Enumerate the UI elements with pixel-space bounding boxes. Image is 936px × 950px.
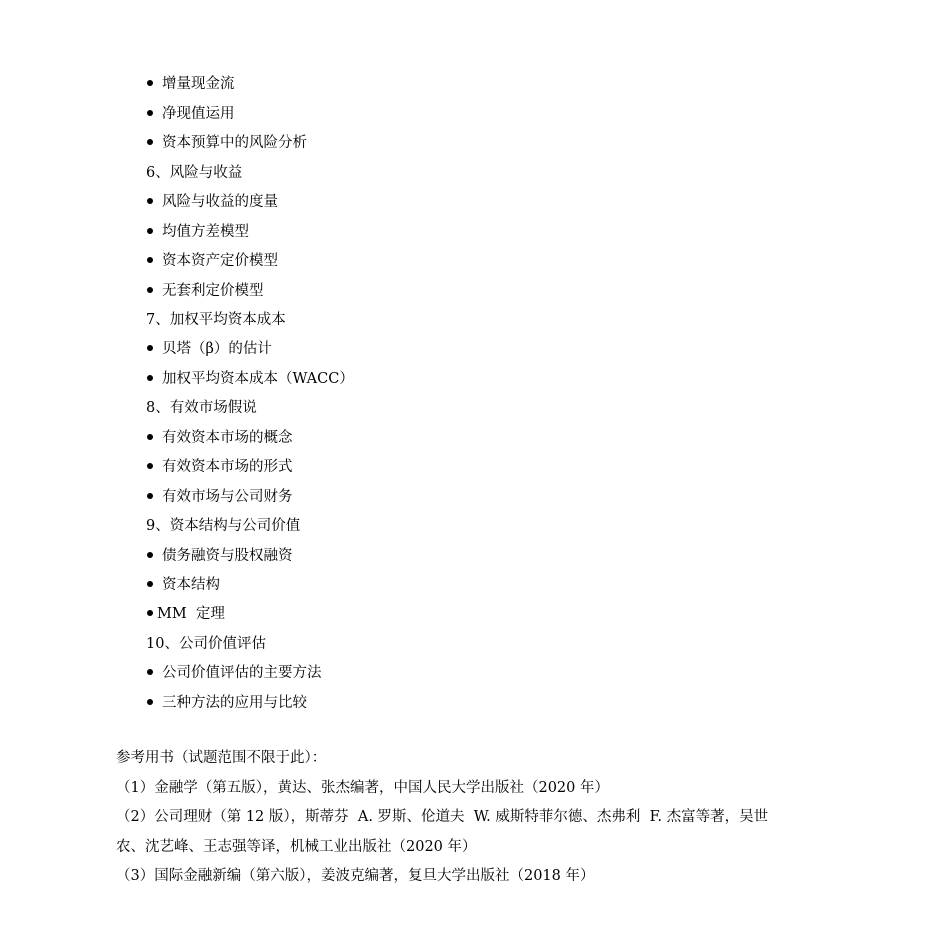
reference-entry: （1）金融学（第五版），黄达、张杰编著，中国人民大学出版社（2020 年） (116, 780, 609, 796)
bullet-icon (147, 345, 153, 351)
bullet-icon (147, 80, 153, 86)
bullet-icon (147, 699, 153, 705)
reference-entry: （3）国际金融新编（第六版），姜波克编著，复旦大学出版社（2018 年） (116, 868, 595, 884)
list-item-text: 三种方法的应用与比较 (162, 695, 307, 711)
bullet-icon (147, 287, 153, 293)
list-item-text: 净现值运用 (162, 106, 235, 122)
list-item-text: 有效市场与公司财务 (162, 489, 293, 505)
section-heading: 8、有效市场假说 (146, 400, 257, 416)
bullet-icon (147, 434, 153, 440)
bullet-icon (147, 610, 153, 616)
list-item-text: 资本预算中的风险分析 (162, 135, 307, 151)
bullet-icon (147, 139, 153, 145)
list-item (147, 192, 278, 212)
bullet-icon (147, 257, 153, 263)
list-item (147, 546, 293, 566)
reference-entry-continued: 农、沈艺峰、王志强等译，机械工业出版社（2020 年） (116, 839, 477, 855)
list-item (147, 222, 249, 242)
list-item (147, 104, 235, 124)
bullet-icon (147, 228, 153, 234)
list-item (147, 369, 354, 389)
list-item-text: 资本资产定价模型 (162, 253, 278, 269)
list-item (147, 663, 322, 683)
section-heading: 10、公司价值评估 (146, 636, 266, 652)
bullet-icon (147, 198, 153, 204)
bullet-icon (147, 110, 153, 116)
list-item-text: 均值方差模型 (162, 224, 249, 240)
bullet-icon (147, 463, 153, 469)
list-item-text: 增量现金流 (162, 76, 235, 92)
list-item-text: 有效资本市场的概念 (162, 430, 293, 446)
section-heading: 7、加权平均资本成本 (146, 312, 286, 328)
list-item-text: MM 定理 (157, 606, 225, 622)
list-item (147, 339, 272, 359)
bullet-icon (147, 493, 153, 499)
list-item (147, 428, 293, 448)
list-item-text: 有效资本市场的形式 (162, 459, 293, 475)
list-item-text: 无套利定价模型 (162, 283, 264, 299)
list-item (147, 133, 307, 153)
list-item-text: 贝塔（β）的估计 (162, 341, 272, 357)
list-item-text: 资本结构 (162, 577, 220, 593)
list-item (147, 457, 293, 477)
list-item-text: 公司价值评估的主要方法 (162, 665, 322, 681)
section-heading: 9、资本结构与公司价值 (146, 518, 301, 534)
reference-entry: （2）公司理财（第 12 版），斯蒂芬 A. 罗斯、伦道夫 W. 威斯特菲尔德、杰弗利 F. 杰富等著，吴世 (116, 809, 769, 825)
list-item (147, 575, 220, 595)
list-item-text: 债务融资与股权融资 (162, 548, 293, 564)
bullet-icon (147, 375, 153, 381)
section-heading: 6、风险与收益 (146, 165, 243, 181)
list-item (147, 487, 293, 507)
list-item (147, 74, 235, 94)
list-item-text: 加权平均资本成本（WACC） (162, 371, 354, 387)
list-item (147, 693, 307, 713)
list-item-text: 风险与收益的度量 (162, 194, 278, 210)
list-item (147, 251, 278, 271)
bullet-icon (147, 581, 153, 587)
list-item (147, 604, 225, 624)
bullet-icon (147, 552, 153, 558)
bullet-icon (147, 669, 153, 675)
list-item (147, 281, 264, 301)
references-title: 参考用书（试题范围不限于此）： (116, 750, 327, 766)
